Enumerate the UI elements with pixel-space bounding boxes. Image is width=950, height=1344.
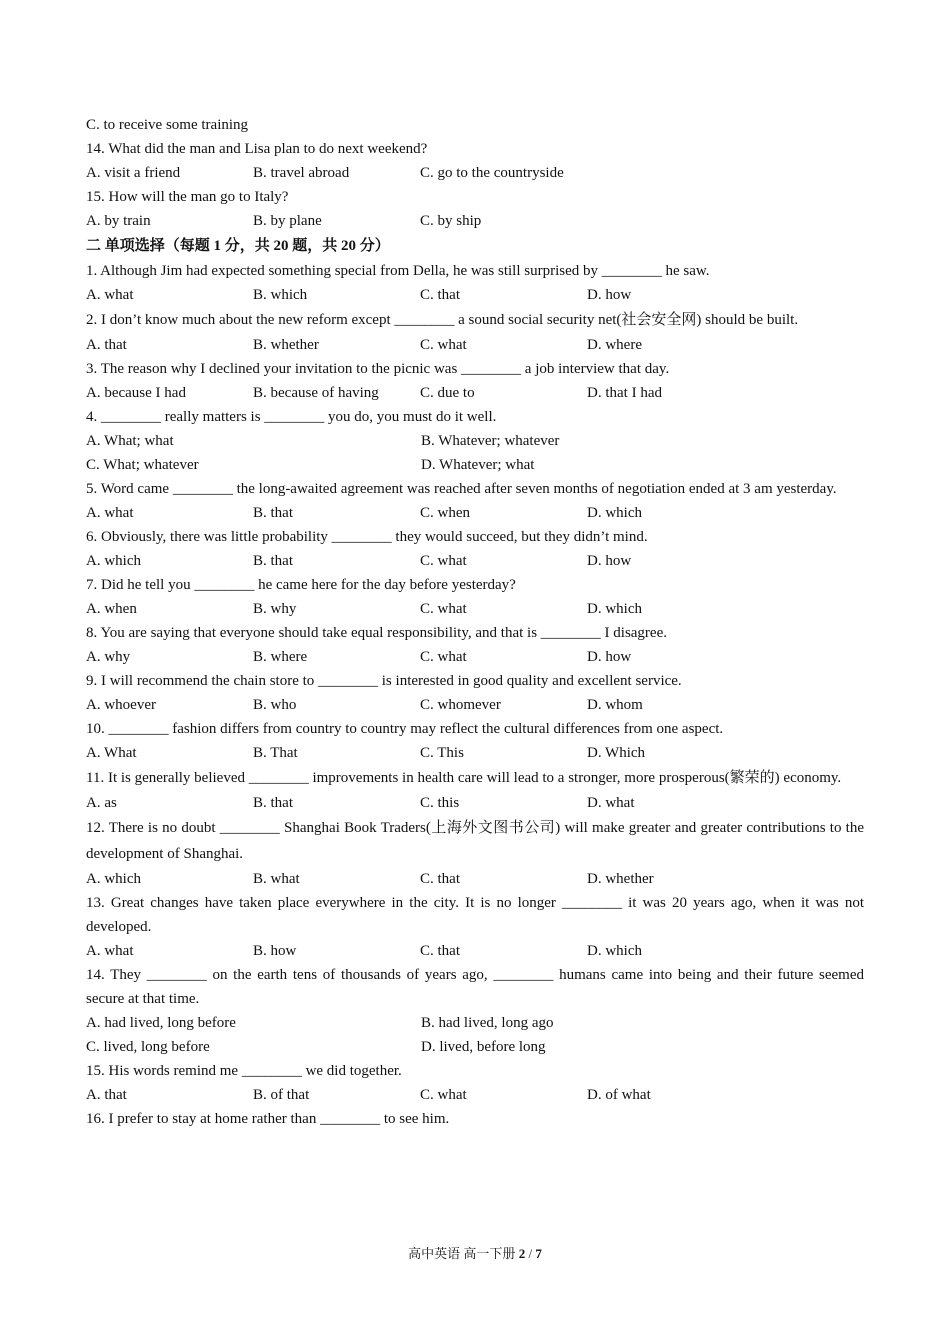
- question-stem: 11. It is generally believed ________ improvements in health care will lead to a stronger, more prosperous(繁荣的) economy.: [86, 770, 842, 786]
- question-options: [86, 283, 864, 307]
- page-footer: [0, 1244, 950, 1264]
- option-c: C. that: [420, 871, 460, 887]
- option-c: C. lived, long before: [86, 1039, 210, 1055]
- option-c: C. what: [420, 553, 467, 569]
- question-stem: 15. His words remind me ________ we did together.: [86, 1063, 402, 1079]
- option-b: B. had lived, long ago: [421, 1015, 554, 1031]
- question-stem: 14. They ________ on the earth tens of thousands of years ago, ________ humans came into being and their future seemed secure at that time.: [86, 967, 864, 1007]
- question-options: [86, 939, 864, 963]
- question-stem: 1. Although Jim had expected something special from Della, he was still surprised by ________ he saw.: [86, 263, 710, 279]
- footer-separator: /: [525, 1246, 536, 1261]
- option-c: C. that: [420, 943, 460, 959]
- option-d: D. of what: [587, 1087, 651, 1103]
- question-stem: 9. I will recommend the chain store to ________ is interested in good quality and excellent service.: [86, 673, 682, 689]
- question-stem: 12. There is no doubt ________ Shanghai Book Traders(上海外文图书公司) will make greater and greater contributions to the development of Shanghai.: [86, 820, 864, 862]
- option-c: C. that: [420, 287, 460, 303]
- option-c: C. what: [420, 1087, 467, 1103]
- listening-q13-option-c: C. to receive some training: [86, 117, 249, 133]
- footer-subject: 高中英语 高一下册: [408, 1246, 516, 1261]
- option-d: D. how: [587, 553, 632, 569]
- option-b: B. who: [253, 697, 297, 713]
- question-stem: 5. Word came ________ the long-awaited agreement was reached after seven months of negotiation ended at 3 am yesterday.: [86, 481, 837, 497]
- question-options: [86, 1011, 864, 1035]
- question-options: [86, 791, 864, 815]
- question-options: [86, 381, 864, 405]
- option-a: A. had lived, long before: [86, 1015, 236, 1031]
- option-a: A. visit a friend: [86, 165, 181, 181]
- option-d: D. Whatever; what: [421, 457, 535, 473]
- question-options: [86, 501, 864, 525]
- option-b: B. of that: [253, 1087, 310, 1103]
- option-b: B. by plane: [253, 213, 322, 229]
- question-stem: 2. I don’t know much about the new reform except ________ a sound social security net(社会安全网) should be built.: [86, 312, 799, 328]
- question-options: [86, 549, 864, 573]
- exam-page: [86, 113, 864, 1131]
- option-c: C. this: [420, 795, 460, 811]
- question-stem: 7. Did he tell you ________ he came here for the day before yesterday?: [86, 577, 516, 593]
- option-d: D. Which: [587, 745, 646, 761]
- footer-page-number: 2: [518, 1246, 526, 1261]
- option-c: C. what: [420, 649, 467, 665]
- option-a: A. which: [86, 871, 141, 887]
- option-c: C. when: [420, 505, 470, 521]
- option-b: B. because of having: [253, 385, 379, 401]
- question-options: [86, 597, 864, 621]
- option-d: D. whom: [587, 697, 643, 713]
- option-c: C. What; whatever: [86, 457, 199, 473]
- option-d: D. which: [587, 943, 642, 959]
- option-c: C. what: [420, 601, 467, 617]
- question-stem: 10. ________ fashion differs from country to country may reflect the cultural differences from one aspect.: [86, 721, 724, 737]
- question-options: [86, 1083, 864, 1107]
- section-title: 二 单项选择（每题 1 分，共 20 题，共 20 分）: [86, 238, 390, 254]
- option-a: A. that: [86, 1087, 127, 1103]
- option-b: B. why: [253, 601, 297, 617]
- option-b: B. whether: [253, 337, 319, 353]
- question-options: [86, 1035, 864, 1059]
- question-options: [86, 693, 864, 717]
- option-d: D. how: [587, 287, 632, 303]
- option-b: B. Whatever; whatever: [421, 433, 560, 449]
- option-c: C. by ship: [420, 213, 482, 229]
- option-b: B. That: [253, 745, 298, 761]
- option-d: D. lived, before long: [421, 1039, 546, 1055]
- option-c: C. go to the countryside: [420, 165, 564, 181]
- question-stem: 8. You are saying that everyone should take equal responsibility, and that is ________ I disagree.: [86, 625, 667, 641]
- option-b: B. what: [253, 871, 300, 887]
- option-b: B. that: [253, 795, 293, 811]
- option-d: D. how: [587, 649, 632, 665]
- question-stem: 4. ________ really matters is ________ you do, you must do it well.: [86, 409, 497, 425]
- option-a: A. why: [86, 649, 131, 665]
- option-b: B. how: [253, 943, 297, 959]
- option-c: C. This: [420, 745, 464, 761]
- option-c: C. due to: [420, 385, 475, 401]
- option-d: D. where: [587, 337, 642, 353]
- option-b: B. that: [253, 553, 293, 569]
- option-a: A. which: [86, 553, 141, 569]
- listening-q15-options: [86, 209, 864, 233]
- question-stem: 13. Great changes have taken place everywhere in the city. It is no longer ________ it was 20 years ago, when it was not developed.: [86, 895, 864, 935]
- option-d: D. that I had: [587, 385, 662, 401]
- listening-q14-stem: 14. What did the man and Lisa plan to do next weekend?: [86, 141, 428, 157]
- option-a: A. what: [86, 943, 134, 959]
- option-a: A. What; what: [86, 433, 174, 449]
- question-options: [86, 645, 864, 669]
- option-d: D. what: [587, 795, 635, 811]
- option-a: A. what: [86, 287, 134, 303]
- question-options: [86, 429, 864, 453]
- question-options: [86, 741, 864, 765]
- option-a: A. when: [86, 601, 137, 617]
- option-a: A. What: [86, 745, 137, 761]
- listening-q15-stem: 15. How will the man go to Italy?: [86, 189, 289, 205]
- listening-q14-options: [86, 161, 864, 185]
- option-a: A. because I had: [86, 385, 186, 401]
- option-a: A. whoever: [86, 697, 156, 713]
- option-a: A. as: [86, 795, 117, 811]
- question-stem: 16. I prefer to stay at home rather than ________ to see him.: [86, 1111, 450, 1127]
- option-b: B. travel abroad: [253, 165, 350, 181]
- option-d: D. which: [587, 601, 642, 617]
- option-a: A. by train: [86, 213, 151, 229]
- question-stem: 3. The reason why I declined your invitation to the picnic was ________ a job interview that day.: [86, 361, 670, 377]
- option-c: C. what: [420, 337, 467, 353]
- option-b: B. that: [253, 505, 293, 521]
- option-a: A. what: [86, 505, 134, 521]
- option-b: B. which: [253, 287, 308, 303]
- option-d: D. whether: [587, 871, 654, 887]
- option-c: C. whomever: [420, 697, 501, 713]
- question-options: [86, 333, 864, 357]
- option-a: A. that: [86, 337, 127, 353]
- option-d: D. which: [587, 505, 642, 521]
- question-options: [86, 867, 864, 891]
- question-stem: 6. Obviously, there was little probability ________ they would succeed, but they didn’t mind.: [86, 529, 648, 545]
- question-options: [86, 453, 864, 477]
- option-b: B. where: [253, 649, 308, 665]
- footer-total-pages: 7: [535, 1246, 542, 1261]
